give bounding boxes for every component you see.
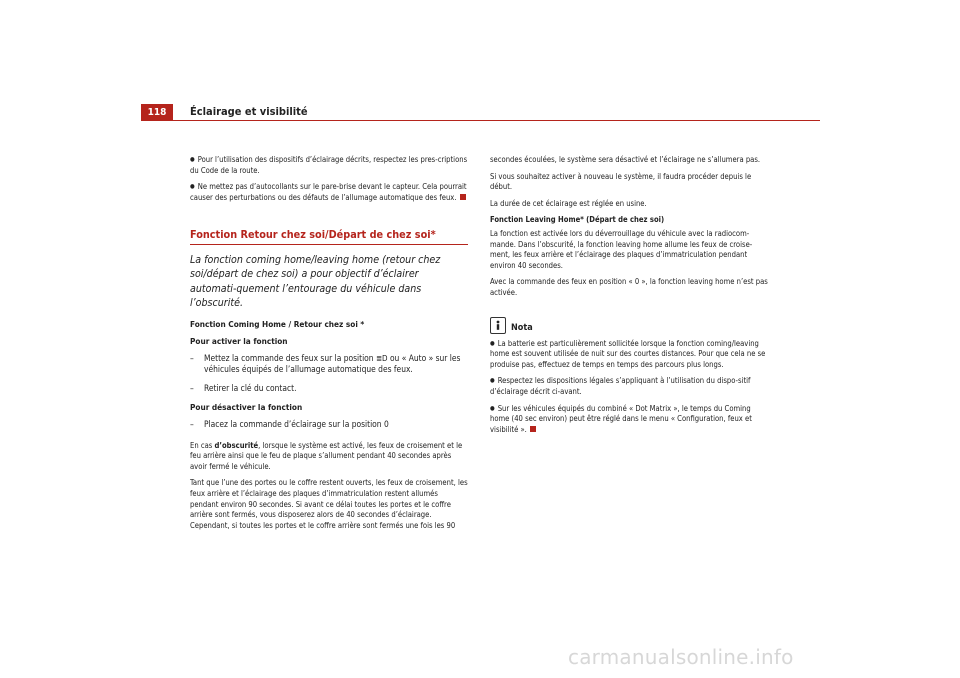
watermark: carmanualsonline.info [568,645,794,669]
bullet-text: Pour l’utilisation des dispositifs d’éclairage décrits, respectez les pres-criptions du Code de la route. [190,155,468,175]
step-text: Placez la commande d’éclairage sur la position 0 [204,418,389,429]
step-set-light-switch [190,353,468,377]
bullet-windscreen-sticker [190,182,468,203]
paragraph-factory-duration: La durée de cet éclairage est réglée en usine. [490,198,647,208]
page-header-title: Éclairage et visibilité [190,105,308,118]
paragraph-text: , lorsque le système est activé, les feux de croisement et le feu arrière ainsi que le feu de plaque s’allument pendant 40 secondes après avoir fermé le véhicule. [190,440,463,471]
end-of-section-marker [460,194,466,200]
paragraph-leaving-home: La fonction est activée lors du déverrouillage du véhicule avec la radiocom-mande. Dans l’obscurité, la fonction leaving home allume les feux de croise-ment, les feux arrière et l’éclairage des plaques d’immatriculation pendant environ 40 secondes. [490,228,753,270]
header-rule [141,120,820,121]
nota-bullet-dot-matrix [490,404,768,436]
activate-heading: Pour activer la fonction [190,335,288,346]
paragraph-seconds-elapsed: secondes écoulées, le système sera désactivé et l’éclairage ne s’allumera pas. [490,155,761,164]
paragraph-text: En cas [190,440,215,450]
page-number: 118 [141,104,173,120]
nota-label: Nota [511,322,533,333]
bold-term: d’obscurité [214,440,259,450]
note-icon-glyph [493,320,503,331]
right-column [490,155,768,441]
step-dash: – [190,383,194,394]
paragraph-position-zero: Avec la commande des feux en position « 0 », la fonction leaving home n’est pas activée. [490,277,768,297]
deactivate-heading: Pour désactiver la fonction [190,401,303,412]
bullet-text: Respectez les dispositions légales s’appliquant à l’utilisation du dispo-sitif d’éclairage décrit ci-avant. [490,376,751,396]
bullet-text: Ne mettez pas d’autocollants sur le pare-brise devant le capteur. Cela pourrait causer des perturbations ou des défauts de l’allumage automatique des feux. [190,182,467,202]
step-set-position-zero [190,419,468,431]
nota-header [490,317,768,334]
step-dash: – [190,418,194,429]
bullet-text: Sur les véhicules équipés du combiné « Dot Matrix », le temps du Coming home (40 sec environ) peut être réglé dans le menu « Configuration, feux et visibilité ». [490,403,752,434]
step-text: Retirer la clé du contact. [204,383,297,394]
paragraph-reactivate: Si vous souhaitez activer à nouveau le système, il faudra procéder depuis le début. [490,171,752,192]
coming-home-instructions [190,319,468,431]
bullet-traffic-code [190,155,468,176]
paragraph-doors-open: Tant que l’une des portes ou le coffre restent ouverts, les feux de croisement, les feux arrière et l’éclairage des plaques d’immatriculation restent allumés pendant environ 90 secondes. Si avant ce délai toutes les portes et le coffre arrière sont fermés, vous disposerez alors de 40 secondes d’éclairage. Cependant, si toutes les portes et le coffre arrière sont fermés une fois les 90 [190,478,468,530]
step-text: ou « Auto » sur les véhicules équipés de l’allumage automatique des feux. [204,352,461,375]
nota-bullet-legal [490,376,768,397]
end-of-section-marker [530,426,536,432]
paragraph-darkness [190,441,468,473]
step-dash: – [190,352,194,363]
left-column [190,155,468,537]
leaving-home-heading: Fonction Leaving Home* (Départ de chez soi) [490,215,665,225]
step-remove-key [190,383,468,395]
section-heading-coming-home: Fonction Retour chez soi/Départ de chez soi* [190,230,468,245]
note-icon [490,317,506,334]
bullet-text: La batterie est particulièrement sollicitée lorsque la fonction coming/leaving home est souvent utilisée de nuit sur des courtes distances. Pour que cela ne se produise pas, effectuez de temps en temps des parcours plus longs. [490,338,766,369]
coming-home-heading: Fonction Coming Home / Retour chez soi * [190,318,365,329]
nota-bullet-battery [490,339,768,371]
dipped-beam-icon: ≣D [375,353,388,363]
section-intro: La fonction coming home/leaving home (retour chez soi/départ de chez soi) a pour objectif d’éclairer automati-quement l’entourage du véhicule dans l’obscurité. [190,253,441,310]
step-text: Mettez la commande des feux sur la position [204,352,376,363]
